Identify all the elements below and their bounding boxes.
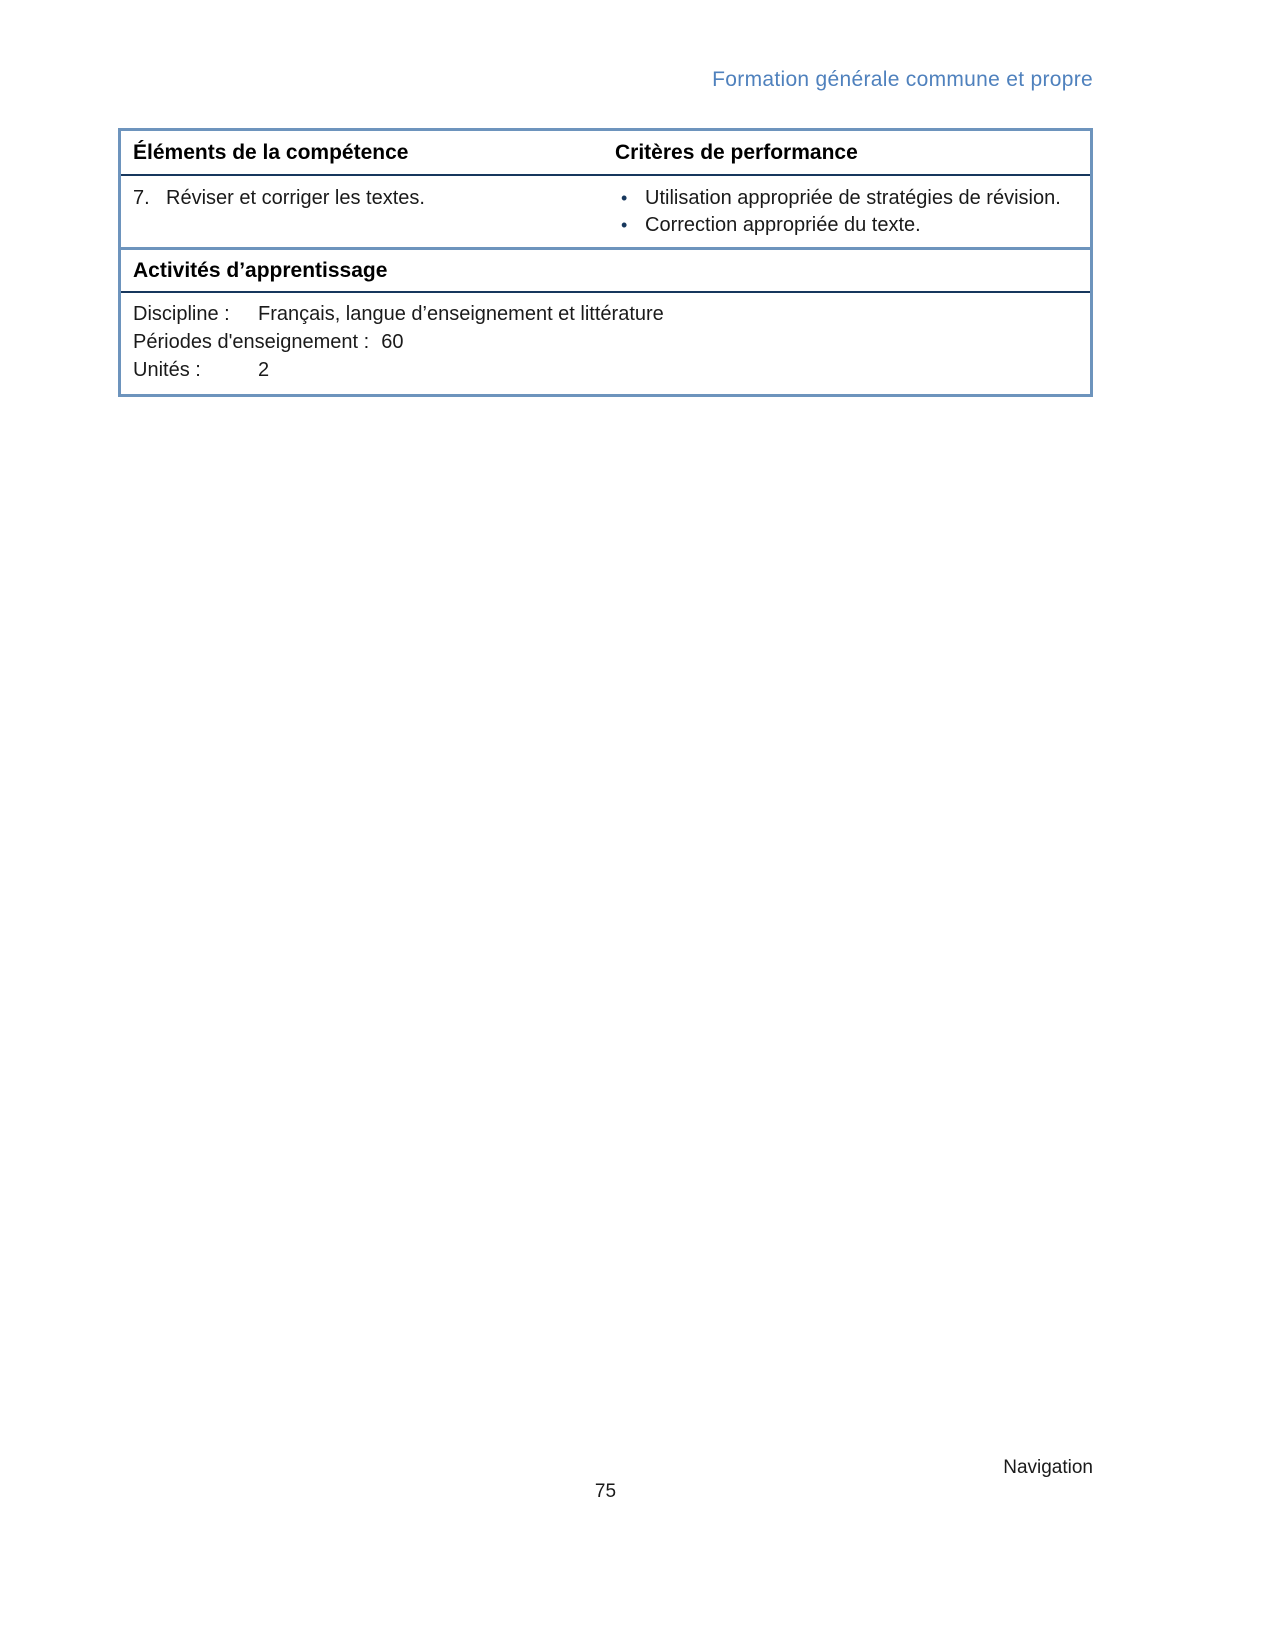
list-item <box>615 212 1078 239</box>
activities-box-body <box>121 293 1090 394</box>
bullet-icon: • <box>621 215 628 235</box>
field-label: Unités : <box>133 359 201 381</box>
element-cell <box>121 185 615 239</box>
activities-box-header-row <box>121 250 1090 291</box>
activities-box <box>118 247 1093 397</box>
competence-table <box>118 128 1093 252</box>
navigation-link[interactable]: Navigation <box>1003 1457 1093 1478</box>
table-row <box>121 176 1090 249</box>
criteria-cell <box>615 185 1090 239</box>
field-value: 60 <box>381 331 404 353</box>
criteria-text: Correction appropriée du texte. <box>645 214 921 236</box>
list-item <box>615 185 1078 212</box>
page-number: 75 <box>594 1481 617 1502</box>
activities-box-title: Activités d’apprentissage <box>133 259 388 282</box>
element-number: 7. <box>133 187 150 209</box>
document-section-header: Formation générale commune et propre <box>712 68 1093 91</box>
column-header-elements-competence: Éléments de la compétence <box>133 141 409 164</box>
field-value: Français, langue d’enseignement et littérature <box>258 303 664 325</box>
bullet-icon: • <box>621 188 628 208</box>
field-row-discipline <box>133 300 1078 328</box>
column-header-criteres-performance: Critères de performance <box>615 141 858 164</box>
field-label: Périodes d'enseignement : <box>133 331 370 353</box>
field-label: Discipline : <box>133 303 230 325</box>
field-row-unites <box>133 356 1078 384</box>
criteria-text: Utilisation appropriée de stratégies de révision. <box>645 187 1061 209</box>
field-value: 2 <box>258 359 270 381</box>
element-text: Réviser et corriger les textes. <box>166 187 425 209</box>
competence-table-header-row <box>121 131 1090 174</box>
field-row-periodes <box>133 328 1078 356</box>
